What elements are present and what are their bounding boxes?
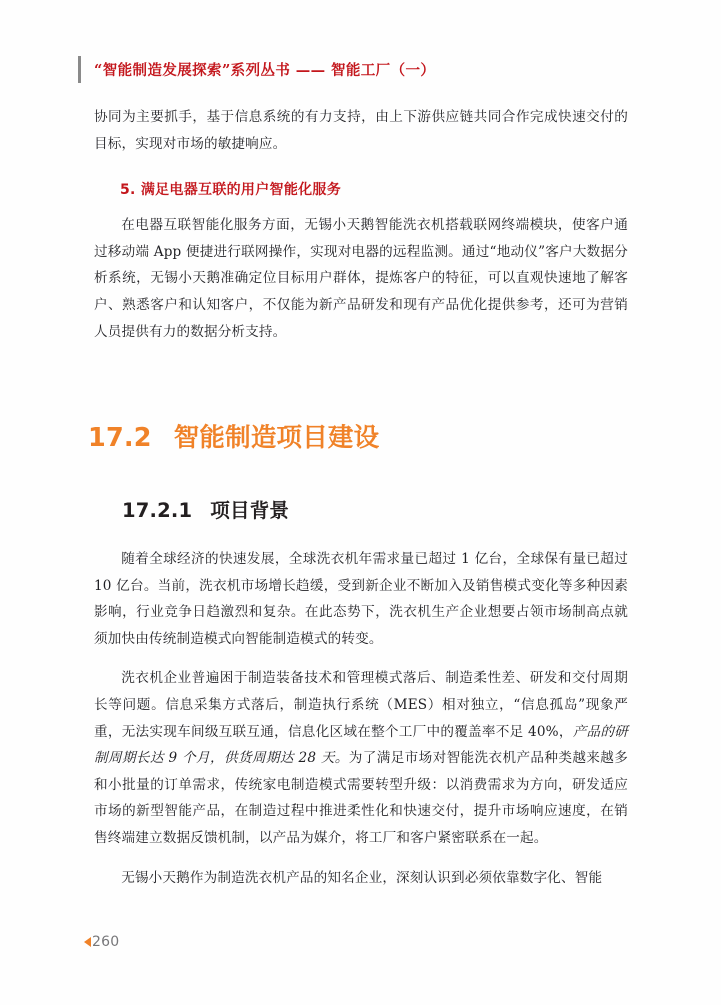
chapter-number: 17.2 — [88, 423, 152, 453]
left-arrow-icon — [84, 937, 91, 947]
background-body — [94, 546, 628, 891]
background-paragraph-3: 无锡小天鹅作为制造洗衣机产品的知名企业，深刻认识到必须依靠数字化、智能 — [121, 869, 603, 886]
chapter-title: 智能制造项目建设 — [173, 423, 380, 453]
subheading-5: 5. 满足电器互联的用户智能化服务 — [120, 182, 342, 199]
paragraph-2-emphasis: 产品的研制周期长达 9 个月，供货周期达 28 天。 — [94, 723, 628, 767]
running-header-title: “智能制造发展探索”系列丛书 —— 智能工厂（一） — [94, 61, 436, 79]
page-content — [94, 104, 628, 345]
chapter-heading — [88, 418, 628, 454]
spacer — [94, 852, 628, 865]
spacer — [94, 199, 628, 212]
section-number: 17.2.1 — [122, 499, 193, 522]
paragraph-2-segment-b: 为了满足市场对智能洗衣机产品种类越来越多和小批量的订单需求，传统家电制造模式需要转型升级：以消费需求为方向，研发适应市场的新型智能产品，在制造过程中推进柔性化和快速交付，提升市场响应速度，在销售终端建立数据反馈机制，以产品为媒介，将工厂和客户紧密联系在一起。 — [94, 750, 628, 846]
spacer — [94, 157, 628, 179]
running-header — [78, 52, 435, 86]
chapter-heading-block — [88, 418, 628, 454]
section-heading-block — [100, 495, 628, 523]
header-accent-rule — [78, 56, 81, 83]
page-number: 260 — [92, 934, 120, 950]
background-paragraph-2 — [94, 665, 628, 851]
section-heading — [100, 495, 628, 523]
paragraph-continued: 协同为主要抓手，基于信息系统的有力支持，由上下游供应链共同合作完成快速交付的目标，实现对市场的敏捷响应。 — [94, 109, 628, 152]
background-paragraph-1: 随着全球经济的快速发展，全球洗衣机年需求量已超过 1 亿台，全球保有量已超过 10 亿台。当前，洗衣机市场增长趋缓，受到新企业不断加入及销售模式变化等多种因素影响，行业竞争日趋激烈和复杂。在此态势下，洗衣机生产企业想要占领市场制高点就须加快由传统制造模式向智能制造模式的转变。 — [94, 551, 628, 647]
page-folio — [84, 932, 119, 952]
section-title: 项目背景 — [210, 499, 290, 522]
spacer — [94, 652, 628, 665]
paragraph-smart-service: 在电器互联智能化服务方面，无锡小天鹅智能洗衣机搭载联网终端模块，使客户通过移动端 App 便捷进行联网操作，实现对电器的远程监测。通过“地动仪”客户大数据分析系统，无锡小天鹅准确定位目标用户群体，提炼客户的特征，可以直观快速地了解客户、熟悉客户和认知客户，不仅能为新产品研发和现有产品优化提供参考，还可为营销人员提供有力的数据分析支持。 — [94, 217, 628, 340]
paragraph-2-segment-a: 洗衣机企业普遍困于制造装备技术和管理模式落后、制造柔性差、研发和交付周期长等问题。信息采集方式落后，制造执行系统（MES）相对独立，“信息孤岛”现象严重，无法实现车间级互联互通，信息化区域在整个工厂中的覆盖率不足 40%， — [94, 670, 628, 740]
